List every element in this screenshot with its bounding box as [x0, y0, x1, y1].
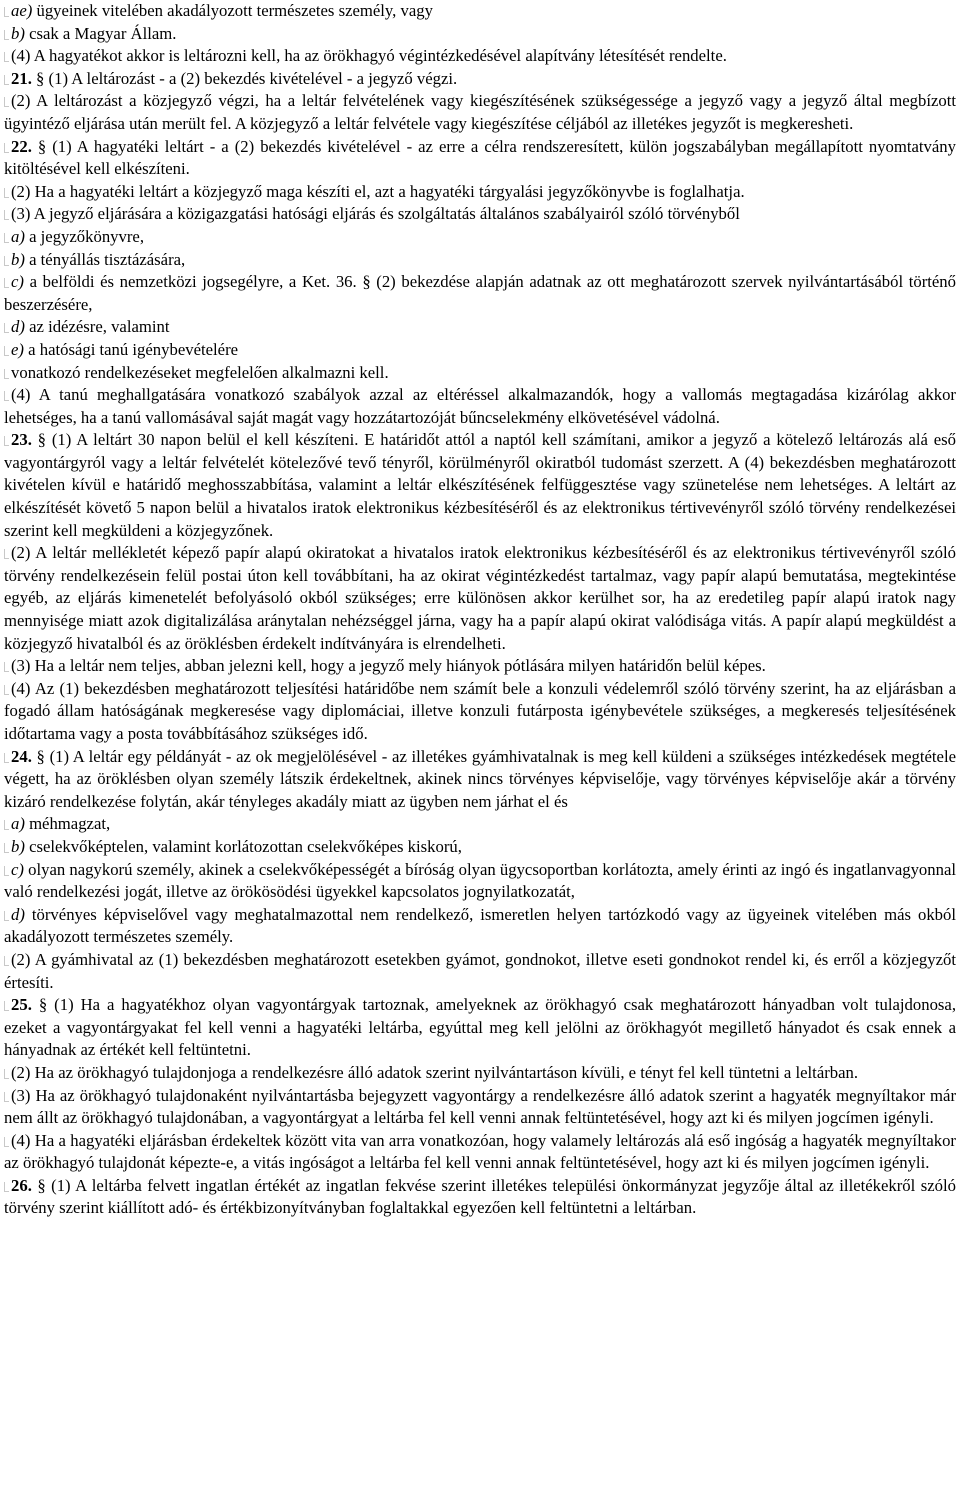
paragraph	[4, 226, 956, 249]
point-label: d)	[11, 904, 25, 924]
paragraph-marker-icon	[4, 820, 9, 830]
paragraph	[4, 655, 956, 678]
paragraph-text: csak a Magyar Állam.	[24, 23, 177, 43]
paragraph	[4, 0, 956, 23]
point-label: c)	[11, 272, 24, 292]
paragraph-marker-icon	[4, 436, 9, 446]
paragraph	[4, 203, 956, 226]
section-number: 24.	[11, 746, 32, 766]
paragraph-marker-icon	[4, 369, 9, 379]
paragraph-text: (4) Ha a hagyatéki eljárásban érdekeltek között vita van arra vonatkozóan, hogy valamely leltározás alá eső ingóság a hagyaték megnyíltakor az örökhagyó tulajdonát képezte-e, a vitás ingóságot a leltárba fel kell venni annak feltüntetésével, hogy azt ki és milyen jogcímen igényli.	[4, 1130, 956, 1173]
paragraph-marker-icon	[4, 278, 9, 288]
paragraph	[4, 1130, 956, 1175]
paragraph	[4, 384, 956, 429]
paragraph-marker-icon	[4, 323, 9, 333]
point-label: e)	[11, 339, 24, 359]
section-number: 23.	[11, 430, 32, 450]
paragraph	[4, 1175, 956, 1220]
paragraph-text: törvényes képviselővel vagy meghatalmazottal nem rendelkező, ismeretlen helyen tartózkodó vagy az ügyeinek vitelében más okból akadályozott természetes személy.	[4, 904, 956, 947]
document-page	[4, 0, 956, 1220]
paragraph	[4, 904, 956, 949]
paragraph-text: (3) A jegyző eljárására a közigazgatási hatósági eljárás és szolgáltatás általános szabályairól szóló törvényből	[11, 204, 740, 224]
point-label: d)	[11, 317, 25, 337]
paragraph-marker-icon	[4, 52, 9, 62]
paragraph	[4, 678, 956, 746]
paragraph	[4, 1085, 956, 1130]
paragraph-marker-icon	[4, 956, 9, 966]
paragraph-text: (2) Ha az örökhagyó tulajdonjoga a rendelkezésre álló adatok szerint nyilvántartáson kívüli, e tényt fel kell tüntetni a leltárban.	[11, 1062, 859, 1082]
paragraph-text: (3) Ha a leltár nem teljes, abban jelezni kell, hogy a jegyző mely hiányok pótlására milyen határidőn belül képes.	[11, 656, 766, 676]
point-label: ae)	[11, 1, 33, 20]
paragraph	[4, 339, 956, 362]
paragraph-marker-icon	[4, 256, 9, 266]
paragraph-marker-icon	[4, 1069, 9, 1079]
paragraph	[4, 746, 956, 814]
section-number: 21.	[11, 68, 32, 88]
paragraph-marker-icon	[4, 843, 9, 853]
paragraph-text: a tényállás tisztázására,	[24, 249, 186, 269]
paragraph	[4, 316, 956, 339]
paragraph-marker-icon	[4, 391, 9, 401]
paragraph-text: (2) A gyámhivatal az (1) bekezdésben meghatározott esetekben gyámot, gondnokot, illetve eseti gondnokot rendel ki, és erről a közjegyzőt értesíti.	[4, 949, 956, 992]
point-label: c)	[11, 859, 24, 879]
point-label: a)	[11, 814, 25, 834]
paragraph-marker-icon	[4, 1001, 9, 1011]
paragraph-text: (4) A tanú meghallgatására vonatkozó szabályok azzal az eltéréssel alkalmazandók, hogy a vallomás megtagadása kizárólag akkor lehetséges, ha a tanú vallomásával saját magát vagy hozzátartozóját bűncselekmény elkövetésével vádolná.	[4, 385, 956, 427]
paragraph-marker-icon	[4, 866, 9, 876]
section-number: 25.	[11, 995, 32, 1015]
paragraph-marker-icon	[4, 1182, 9, 1192]
paragraph-marker-icon	[4, 346, 9, 356]
point-label: b)	[11, 249, 25, 269]
paragraph-marker-icon	[4, 30, 9, 40]
paragraph	[4, 429, 956, 542]
paragraph-marker-icon	[4, 549, 9, 559]
paragraph	[4, 249, 956, 272]
paragraph-marker-icon	[4, 188, 9, 198]
paragraph	[4, 90, 956, 135]
paragraph	[4, 949, 956, 994]
paragraph	[4, 859, 956, 904]
paragraph-marker-icon	[4, 753, 9, 763]
paragraph-marker-icon	[4, 7, 9, 17]
paragraph	[4, 68, 956, 91]
paragraph	[4, 23, 956, 46]
paragraph-text: § (1) A leltárt 30 napon belül el kell készíteni. E határidőt attól a naptól kell számítani, amikor a jegyző a kötelező leltározás alá eső vagyontárgyról vagy a leltár felvételét kötelezővé tevő tényről, körülményről okiratból tudomást szerzett. A (4) bekezdésben meghatározott kivételen kívül e határidő meghosszabbítása, valamint a leltár elkészítésének felfüggesztése vagy szünetelése nem lehetséges. A leltárt az elkészítését követő 5 napon belül a hivatalos iratok elektronikus kézbesítéséről és az elektronikus tértivevényről szóló törvény rendelkezései szerint kell megküldeni a közjegyzőnek.	[4, 430, 956, 540]
paragraph-marker-icon	[4, 685, 9, 695]
paragraph-text: § (1) A hagyatéki leltárt - a (2) bekezdés kivételével - az erre a célra rendszeresített, külön jogszabályban megállapított nyomtatvány kitöltésével kell elkészíteni.	[4, 136, 956, 179]
paragraph-text: cselekvőképtelen, valamint korlátozottan cselekvőképes kiskorú,	[24, 836, 462, 856]
paragraph	[4, 542, 956, 655]
paragraph-marker-icon	[4, 233, 9, 243]
paragraph-text: (4) Az (1) bekezdésben meghatározott teljesítési határidőbe nem számít bele a konzuli védelemről szóló törvény szerint, ha az eljárásban a fogadó állam hatóságának megkeresése vagy diplomáciai, illetve konzuli futárposta igénybevétele szükséges, a megkeresés teljesítésének időtartama vagy a posta továbbításához szükséges idő.	[4, 678, 956, 743]
paragraph-text: a hatósági tanú igénybevételére	[23, 339, 239, 359]
paragraph-text: § (1) A leltár egy példányát - az ok megjelölésével - az illetékes gyámhivatalnak is meg kell küldeni a szükséges intézkedések megtétele végett, ha az öröklésben olyan személy látszik érdekeltnek, akinek nincs törvényes képviselője, vagy törvényes képviselője akár a törvény kizáró rendelkezése folytán, akár tényleges akadály miatt az ügyben nem járhat el és	[4, 746, 956, 811]
paragraph	[4, 271, 956, 316]
paragraph-text: § (1) Ha a hagyatékhoz olyan vagyontárgyak tartoznak, amelyeknek az örökhagyó csak meghatározott hányadban volt tulajdonosa, ezeket a vagyontárgyakat fel kell venni a hagyatéki leltárba, egyúttal meg kell jelölni az örökhagyót megillető hányadot és csak ennek a hányadnak az értékét kell feltüntetni.	[4, 995, 956, 1060]
paragraph-text: olyan nagykorú személy, akinek a cselekvőképességét a bíróság olyan ügycsoportban korlátozta, amely érinti az ingó és ingatlanvagyonnal való rendelkezési jogát, illetve az örökösödési ügyekkel kapcsolatos jognyilatkozatát,	[4, 859, 956, 902]
point-label: a)	[11, 226, 25, 246]
paragraph-text: (2) Ha a hagyatéki leltárt a közjegyző maga készíti el, azt a hagyatéki tárgyalási jegyzőkönyvbe is foglalhatja.	[11, 181, 745, 201]
paragraph	[4, 362, 956, 385]
point-label: b)	[11, 23, 25, 43]
paragraph	[4, 181, 956, 204]
paragraph-marker-icon	[4, 210, 9, 220]
paragraph-text: (3) Ha az örökhagyó tulajdonaként nyilvántartásba bejegyzett vagyontárgy a rendelkezésre álló adatok szerint a hagyaték megnyíltakor már nem állt az örökhagyó tulajdonában, a vagyontárgyat a leltárba fel kell venni annak feltüntetésével, hogy azt ki és milyen jogcímen igényli.	[4, 1085, 956, 1128]
section-number: 26.	[11, 1175, 32, 1195]
paragraph	[4, 836, 956, 859]
paragraph-text: méhmagzat,	[24, 814, 111, 834]
paragraph-text: § (1) A leltárba felvett ingatlan értékét az ingatlan fekvése szerint illetékes települési önkormányzat jegyzője által az illetékekről szóló törvény szerint kiállított adó- és értékbizonyítványban foglaltakkal egyezően kell feltüntetni a leltárban.	[4, 1175, 956, 1218]
paragraph	[4, 136, 956, 181]
paragraph-text: (2) A leltározást a közjegyző végzi, ha a leltár felvételének vagy kiegészítésének szükségessége a jegyző vagy a jegyző által megbízott ügyintéző eljárása után merült fel. A közjegyző a leltár felvétele vagy kiegészítése céljából az illetékes jegyzőt is megkeresheti.	[4, 91, 956, 133]
paragraph	[4, 1062, 956, 1085]
paragraph-marker-icon	[4, 662, 9, 672]
paragraph-text: ügyeinek vitelében akadályozott természetes személy, vagy	[32, 1, 433, 20]
paragraph-text: vonatkozó rendelkezéseket megfelelően alkalmazni kell.	[11, 362, 389, 382]
paragraph-text: (2) A leltár mellékletét képező papír alapú okiratokat a hivatalos iratok elektronikus kézbesítéséről és az elektronikus tértivevényről szóló törvény rendelkezésein felül postai úton kell továbbítani, ha az okirat végintézkedést tartalmaz, vagy papír alapú bemutatása, megtekintése egyéb, az eljárás kimenetelét befolyásoló okból szükséges; erre különösen akkor kerülhet sor, ha az eredetileg papír alapú iratok nagy mennyisége miatt azok digitalizálása aránytalan nehézséggel járna, vagy ha a papír alapú okirat valódisága vitás. A papír alapú megküldést a közjegyző hivatalból és az öröklésben érdekelt indítványára is elrendelheti.	[4, 543, 956, 653]
paragraph-text: az idézésre, valamint	[24, 317, 170, 337]
paragraph	[4, 45, 956, 68]
paragraph	[4, 994, 956, 1062]
paragraph-text: (4) A hagyatékot akkor is leltározni kell, ha az örökhagyó végintézkedésével alapítvány létesítését rendelte.	[11, 46, 727, 66]
paragraph-text: a belföldi és nemzetközi jogsegélyre, a Ket. 36. § (2) bekezdése alapján adatnak az ott meghatározott szervek nyilvántartásából történő beszerzésére,	[4, 272, 956, 314]
section-number: 22.	[11, 136, 32, 156]
point-label: b)	[11, 836, 25, 856]
paragraph-marker-icon	[4, 1137, 9, 1147]
paragraph-marker-icon	[4, 143, 9, 153]
paragraph	[4, 813, 956, 836]
paragraph-text: § (1) A leltározást - a (2) bekezdés kivételével - a jegyző végzi.	[31, 68, 458, 88]
paragraph-marker-icon	[4, 97, 9, 107]
paragraph-marker-icon	[4, 1092, 9, 1102]
paragraph-marker-icon	[4, 911, 9, 921]
paragraph-marker-icon	[4, 75, 9, 85]
paragraph-text: a jegyzőkönyvre,	[24, 226, 144, 246]
